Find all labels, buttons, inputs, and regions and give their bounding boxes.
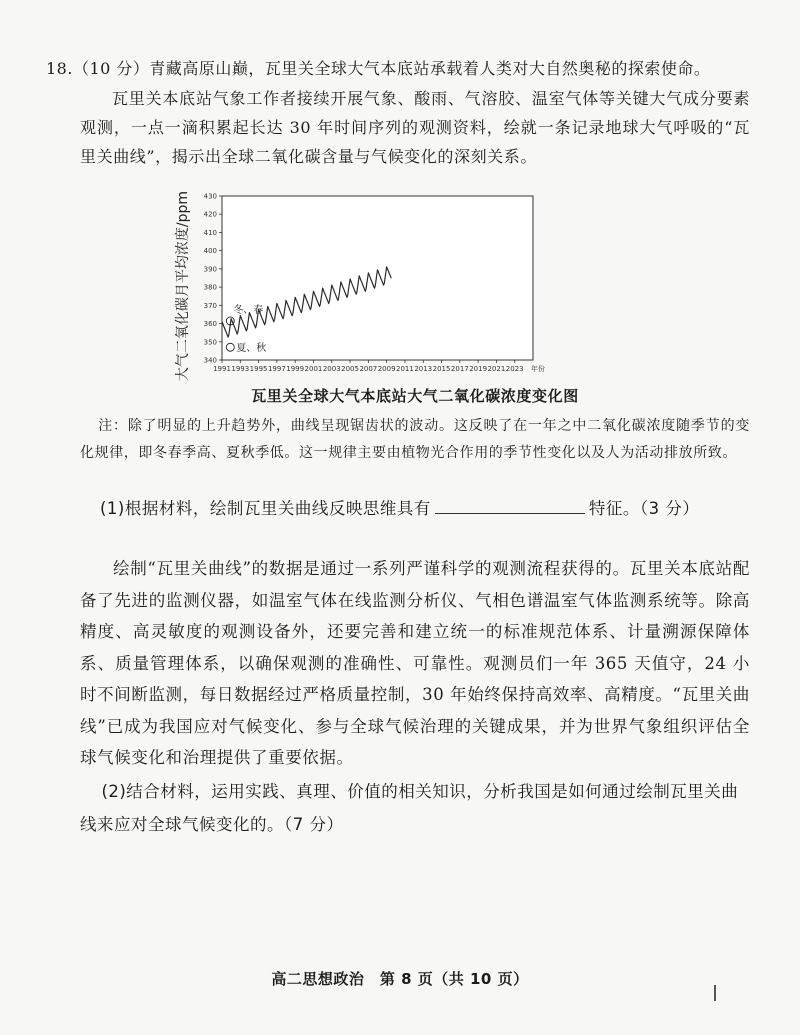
co2-chart-svg: [165, 188, 585, 382]
material-paragraph-2: 绘制“瓦里关曲线”的数据是通过一系列严谨科学的观测流程获得的。瓦里关本底站配备了先进的监测仪器，如温室气体在线监测分析仪、气相色谱温室气体监测系统等。除高精度、高灵敏度的观测设备外，还要完善和建立统一的标准规范体系、计量溯源保障体系、质量管理体系，以确保观测的准确性、可靠性。观测员们一年 365 天值守，24 小时不间断监测，每日数据经过严格质量控制，30 年始终保持高效率、高精度。“瓦里关曲线”已成为我国应对气候变化、参与全球气候治理的关键成果，并为世界气象组织评估全球气候变化和治理提供了重要依据。: [80, 559, 750, 767]
scan-mark: [714, 985, 716, 1001]
x-tick-label: 2011: [396, 365, 414, 373]
y-tick-label: 390: [203, 265, 217, 274]
x-tick-label: 2017: [450, 365, 469, 373]
x-tick-label: 1991: [213, 365, 231, 373]
x-tick-label: 2023: [505, 365, 524, 373]
x-axis-label: 年份: [531, 365, 545, 373]
winter-spring-label: 冬、春: [233, 304, 264, 316]
x-tick-label: 2001: [304, 365, 323, 373]
question-header: 18.（10 分）青藏高原山巅，瓦里关全球大气本底站承载着人类对大自然奥秘的探索使命。: [46, 59, 711, 78]
x-tick-label: 2021: [487, 365, 506, 373]
x-tick-label: 2013: [414, 365, 433, 373]
x-tick-label: 1999: [286, 365, 305, 373]
y-tick-label: 340: [203, 356, 217, 365]
co2-chart: [165, 188, 585, 382]
y-tick-label: 380: [203, 283, 217, 292]
sub-question-1-score: 特征。（3 分）: [588, 499, 700, 518]
y-tick-label: 420: [203, 210, 217, 219]
y-axis-label: 大气二氧化碳月平均浓度/ppm: [175, 190, 191, 382]
y-tick-label: 360: [203, 320, 217, 329]
y-tick-label: 410: [203, 228, 217, 237]
figure-note: 注：除了明显的上升趋势外，曲线呈现锯齿状的波动。这反映了在一年之中二氧化碳浓度随季节的变化规律，即冬春季高、夏秋季低。这一规律主要由植物光合作用的季节性变化以及人为活动排放所致。: [80, 418, 750, 461]
intro-paragraph: 瓦里关本底站气象工作者接续开展气象、酸雨、气溶胶、温室气体等关键大气成分要素观测，一点一滴积累起长达 30 年时间序列的观测资料，绘就一条记录地球大气呼吸的“瓦里关曲线”，揭示出全球二氧化碳含量与气候变化的深刻关系。: [80, 89, 750, 166]
x-tick-label: 2007: [359, 365, 378, 373]
x-tick-label: 2003: [322, 365, 341, 373]
x-tick-label: 1997: [267, 365, 286, 373]
y-tick-label: 370: [203, 301, 217, 310]
sub-question-1: [100, 497, 760, 521]
x-tick-label: 1993: [231, 365, 250, 373]
sub-question-1-text: (1)根据材料，绘制瓦里关曲线反映思维具有: [100, 499, 431, 518]
y-tick-label: 350: [203, 338, 217, 347]
page-footer: 高二思想政治 第 8 页（共 10 页）: [271, 970, 529, 988]
y-tick-label: 430: [203, 192, 217, 201]
x-tick-label: 2019: [469, 365, 488, 373]
answer-blank[interactable]: [435, 499, 585, 514]
x-tick-label: 1995: [249, 365, 268, 373]
figure-caption: 瓦里关全球大气本底站大气二氧化碳浓度变化图: [251, 387, 579, 405]
y-tick-label: 400: [203, 247, 217, 256]
x-tick-label: 2005: [341, 365, 359, 373]
summer-autumn-label: 夏、秋: [236, 343, 267, 355]
sub-question-2: (2)结合材料，运用实践、真理、价值的相关知识，分析我国是如何通过绘制瓦里关曲线来应对全球气候变化的。（7 分）: [80, 782, 739, 834]
plot-frame: [222, 196, 533, 360]
x-tick-label: 2015: [432, 365, 451, 373]
x-tick-label: 2009: [377, 365, 396, 373]
